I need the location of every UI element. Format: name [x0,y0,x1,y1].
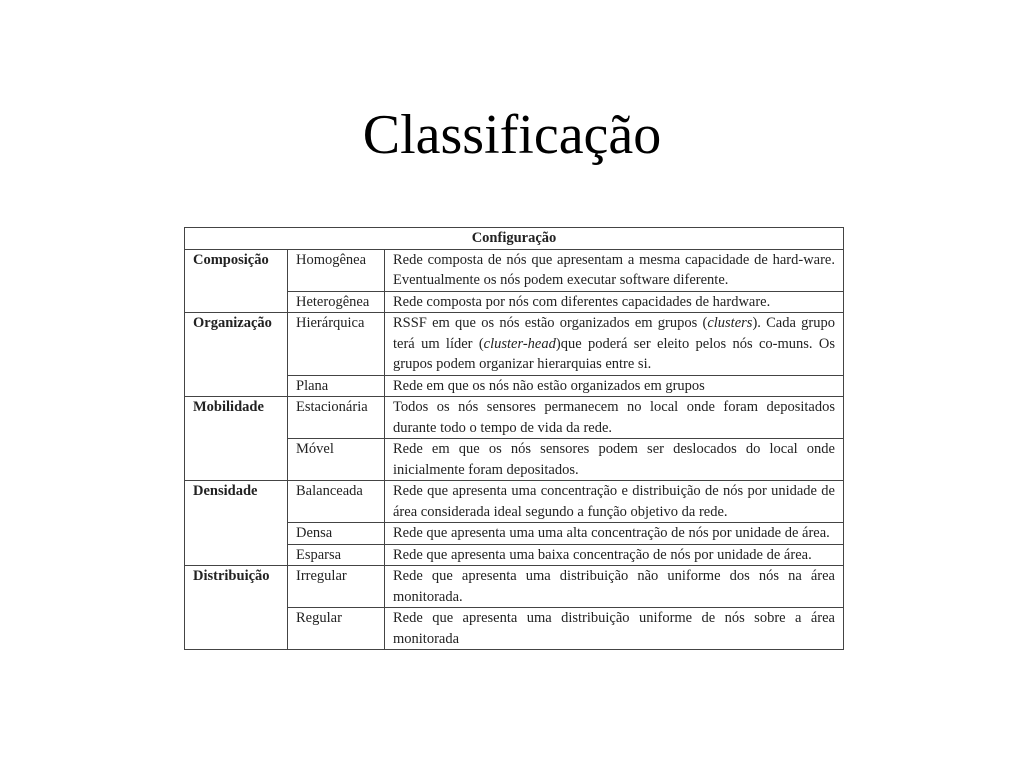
type-cell: Densa [288,523,385,545]
slide-title: Classificação [362,104,662,166]
type-cell: Hierárquica [288,313,385,376]
description-cell: Rede em que os nós não estão organizados em grupos [385,375,844,397]
type-cell: Irregular [288,566,385,608]
table-header: Configuração [185,228,844,250]
table-row [185,313,844,376]
type-cell: Heterogênea [288,291,385,313]
category-cell: Organização [185,313,288,397]
type-cell: Estacionária [288,397,385,439]
type-cell: Móvel [288,439,385,481]
category-cell: Distribuição [185,566,288,650]
type-cell: Plana [288,375,385,397]
description-cell: Rede que apresenta uma distribuição não uniforme dos nós na área monitorada. [385,566,844,608]
table-row [185,566,844,608]
classification-table [184,227,844,650]
description-cell: Rede que apresenta uma uma alta concentração de nós por unidade de área. [385,523,844,545]
description-cell: Rede que apresenta uma distribuição uniforme de nós sobre a área monitorada [385,608,844,650]
description-cell: Rede que apresenta uma baixa concentração de nós por unidade de área. [385,544,844,566]
description-cell: Rede composta por nós com diferentes capacidades de hardware. [385,291,844,313]
description-cell: Rede que apresenta uma concentração e distribuição de nós por unidade de área considerada ideal segundo a função objetivo da rede. [385,481,844,523]
table-row [185,249,844,291]
type-cell: Balanceada [288,481,385,523]
description-cell: Todos os nós sensores permanecem no local onde foram depositados durante todo o tempo de vida da rede. [385,397,844,439]
table-row [185,481,844,523]
type-cell: Esparsa [288,544,385,566]
category-cell: Densidade [185,481,288,566]
type-cell: Homogênea [288,249,385,291]
type-cell: Regular [288,608,385,650]
description-cell: Rede composta de nós que apresentam a mesma capacidade de hard-ware. Eventualmente os nós podem executar software diferente. [385,249,844,291]
table-row [185,397,844,439]
description-cell: RSSF em que os nós estão organizados em grupos (clusters). Cada grupo terá um líder (cluster-head)que poderá ser eleito pelos nós co-muns. Os grupos podem organizar hierarquias entre si. [385,313,844,376]
category-cell: Composição [185,249,288,313]
description-cell: Rede em que os nós sensores podem ser deslocados do local onde inicialmente foram depositados. [385,439,844,481]
table-header-row [185,228,844,250]
category-cell: Mobilidade [185,397,288,481]
